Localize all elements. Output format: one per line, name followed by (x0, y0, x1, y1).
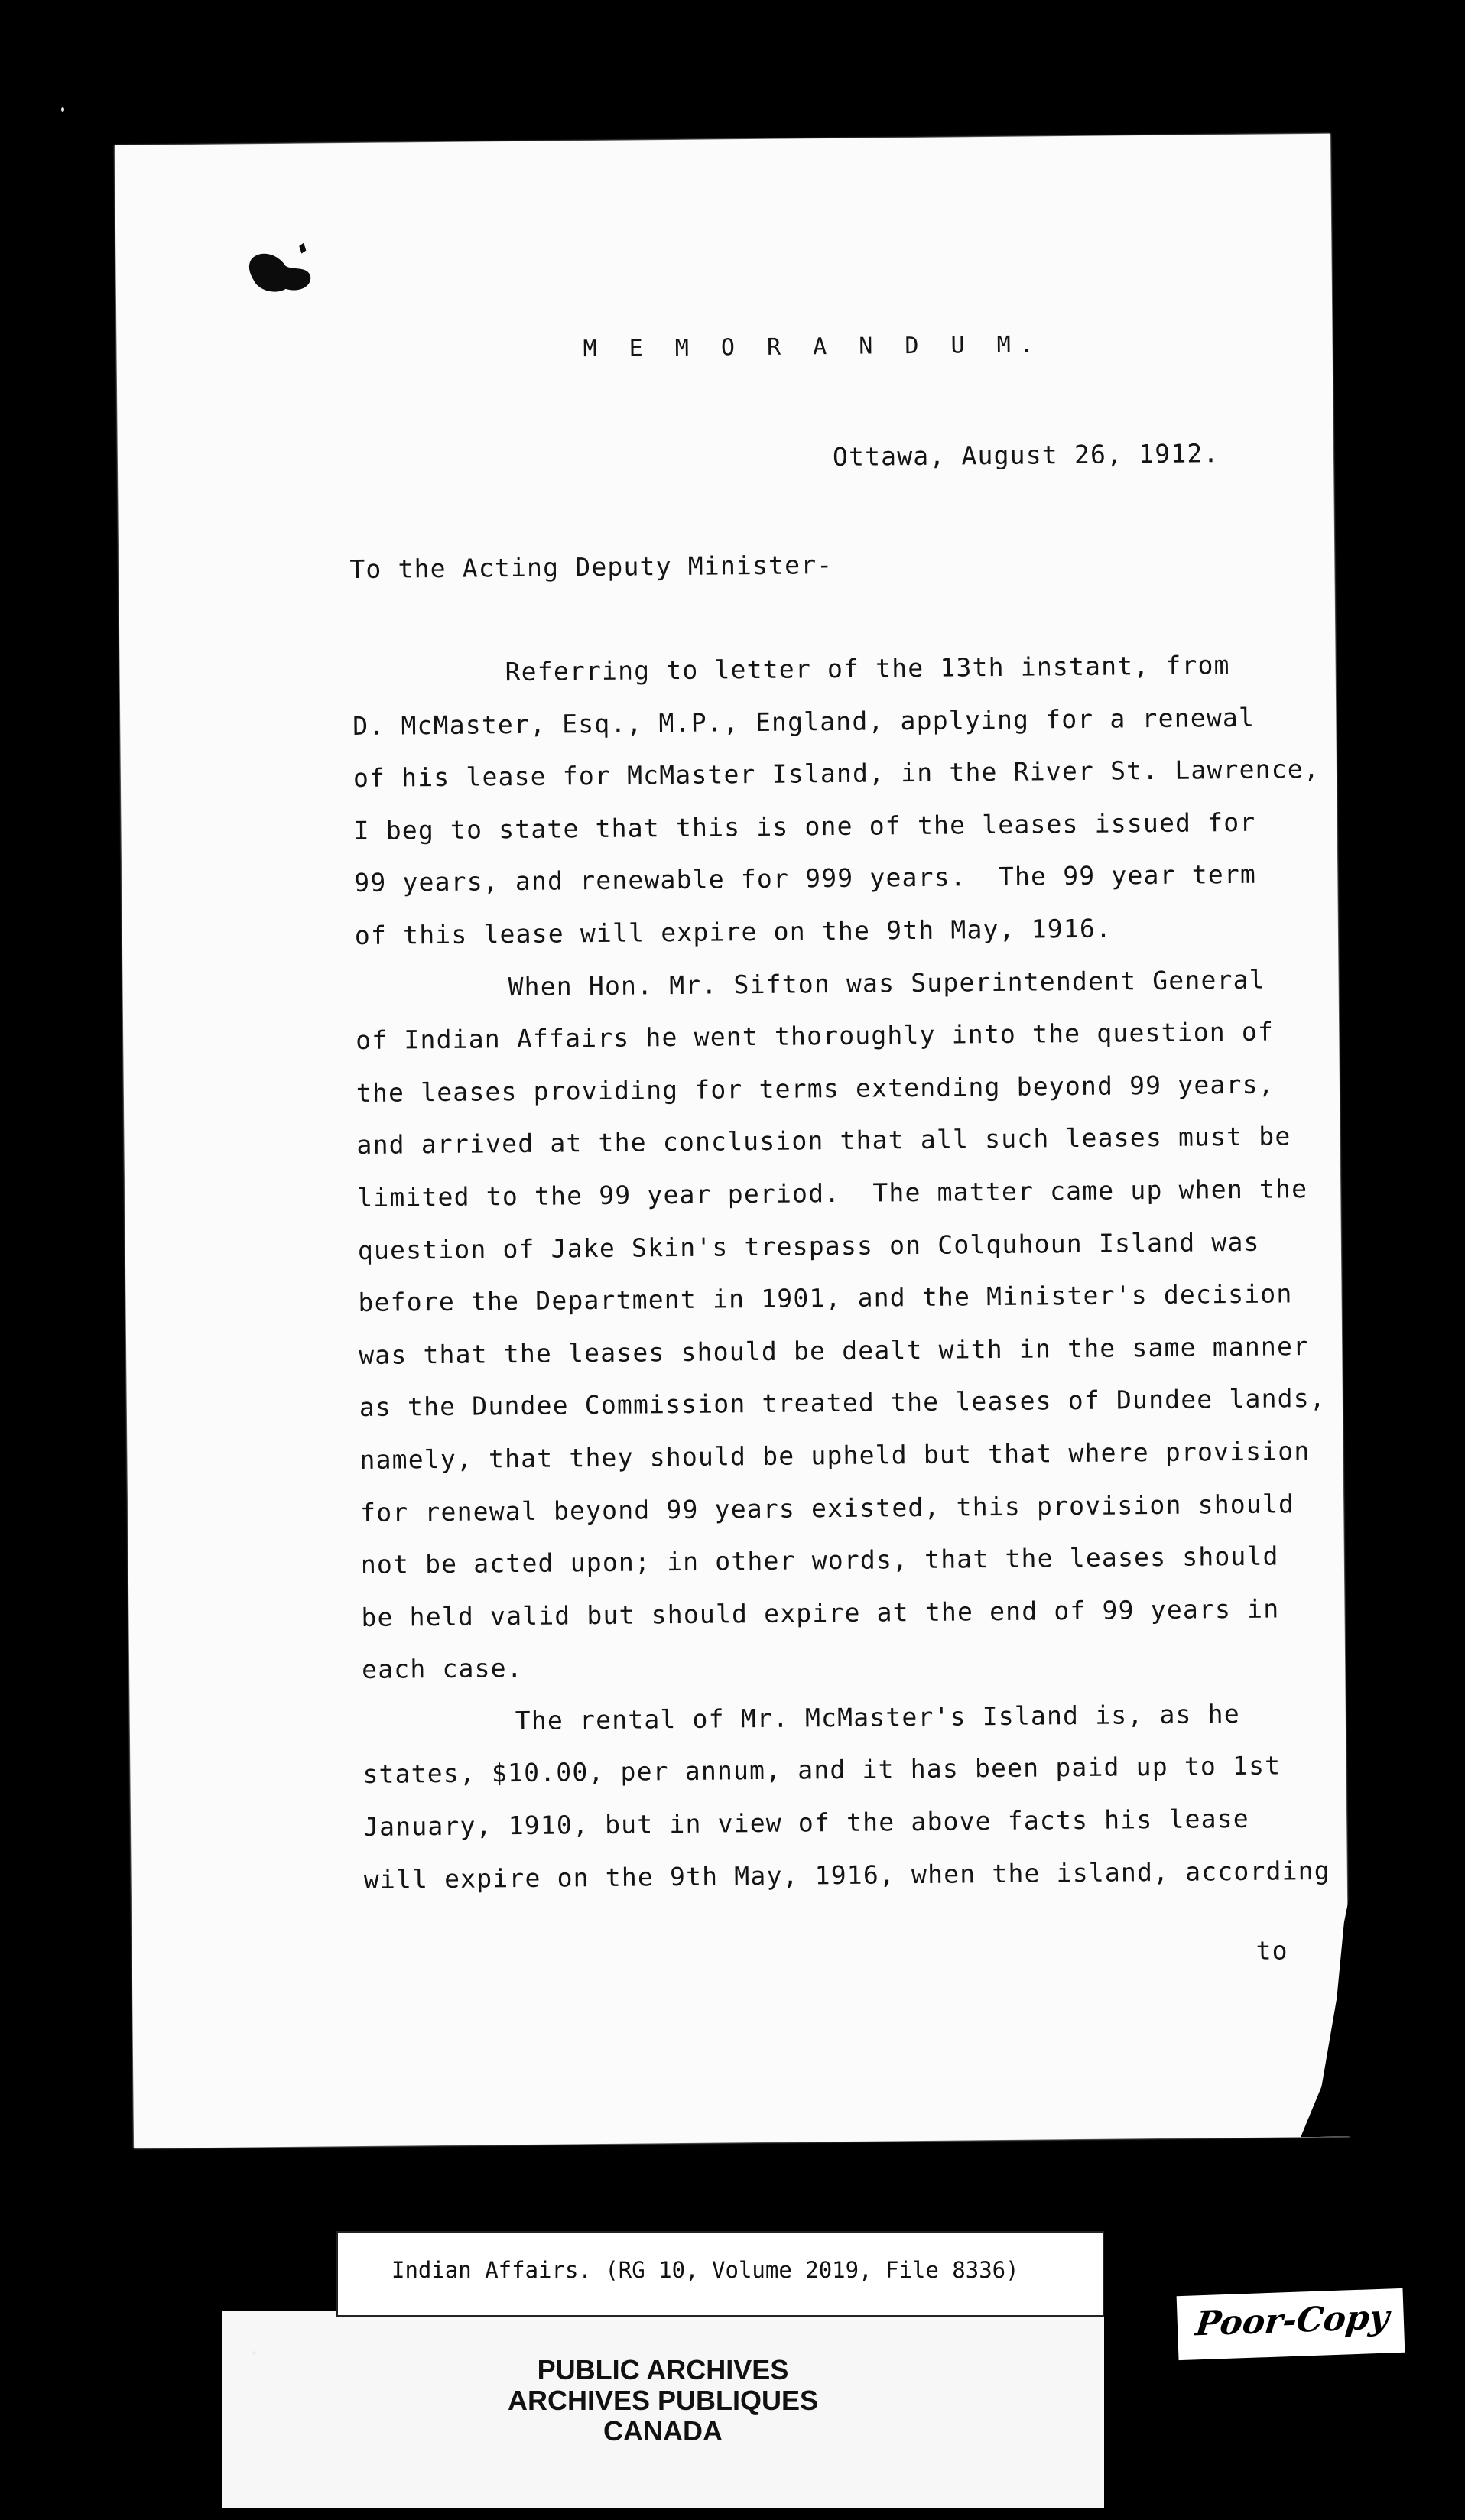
memo-line: of his lease for McMaster Island, in the River St. Lawrence, (352, 754, 1320, 794)
memo-line: and arrived at the conclusion that all such leases must be (356, 1121, 1291, 1161)
handwritten-note: Poor-Copy (1194, 2298, 1392, 2344)
memo-sheet (115, 134, 1350, 2148)
memo-line: as the Dundee Commission treated the leases of Dundee lands, (359, 1383, 1327, 1423)
dust-speck (252, 2351, 256, 2355)
archive-stamp-line-english: PUBLIC ARCHIVES (537, 2354, 789, 2385)
archive-stamp (222, 2355, 1104, 2447)
memo-line: be held valid but should expire at the end of 99 years in (361, 1593, 1280, 1632)
memo-line: limited to the 99 year period. The matter came up when the (357, 1174, 1308, 1213)
label-notch (222, 2242, 336, 2311)
archive-stamp-line-french: ARCHIVES PUBLIQUES (507, 2385, 819, 2416)
handwritten-tag (1177, 2288, 1405, 2360)
memo-line: before the Department in 1901, and the Minister's decision (358, 1278, 1293, 1318)
memo-line: each case. (361, 1653, 524, 1685)
ink-blot-mark (245, 242, 315, 297)
memo-line: was that the leases should be dealt with in the same manner (359, 1330, 1310, 1370)
dust-speck (61, 107, 64, 112)
memo-line: I beg to state that this is one of the leases issued for (353, 807, 1256, 846)
archive-stamp-line-country: CANADA (603, 2415, 723, 2447)
memo-line: of this lease will expire on the 9th May, 1916. (354, 913, 1113, 951)
memo-body (352, 638, 1358, 1907)
memo-line: The rental of Mr. McMaster's Island is, as he (515, 1698, 1240, 1736)
memo-line: not be acted upon; in other words, that the leases should (360, 1541, 1279, 1580)
memo-date: Ottawa, August 26, 1912. (832, 438, 1220, 472)
memo-line: states, $10.00, per annum, and it has been paid up to 1st (362, 1750, 1281, 1790)
memo-line: D. McMaster, Esq., M.P., England, applying for a renewal (352, 702, 1255, 741)
memo-line: 99 years, and renewable for 999 years. The 99 year term (354, 859, 1257, 898)
memo-line: January, 1910, but in view of the above facts his lease (362, 1803, 1249, 1843)
memo-line: will expire on the 9th May, 1916, when the island, according (363, 1855, 1330, 1895)
archive-reference-text: Indian Affairs. (RG 10, Volume 2019, File 8336) (391, 2257, 1019, 2283)
memo-line: namely, that they should be upheld but that where provision (359, 1435, 1311, 1475)
memo-salutation: To the Acting Deputy Minister- (349, 550, 833, 585)
memo-line: for renewal beyond 99 years existed, this provision should (359, 1488, 1295, 1528)
memo-line: of Indian Affairs he went thoroughly into the question of (356, 1016, 1275, 1056)
page-continuation-word: to (1255, 1935, 1288, 1966)
memo-line: Referring to letter of the 13th instant, from (505, 650, 1230, 687)
memo-line: When Hon. Mr. Sifton was Superintendent General (508, 964, 1265, 1002)
torn-corner (1298, 1885, 1354, 2138)
memo-line: question of Jake Skin's trespass on Colquhoun Island was (357, 1226, 1260, 1265)
memo-line: the leases providing for terms extending beyond 99 years, (356, 1069, 1275, 1108)
memo-heading: M E M O R A N D U M. (583, 331, 1043, 363)
archive-reference-box (336, 2231, 1104, 2317)
